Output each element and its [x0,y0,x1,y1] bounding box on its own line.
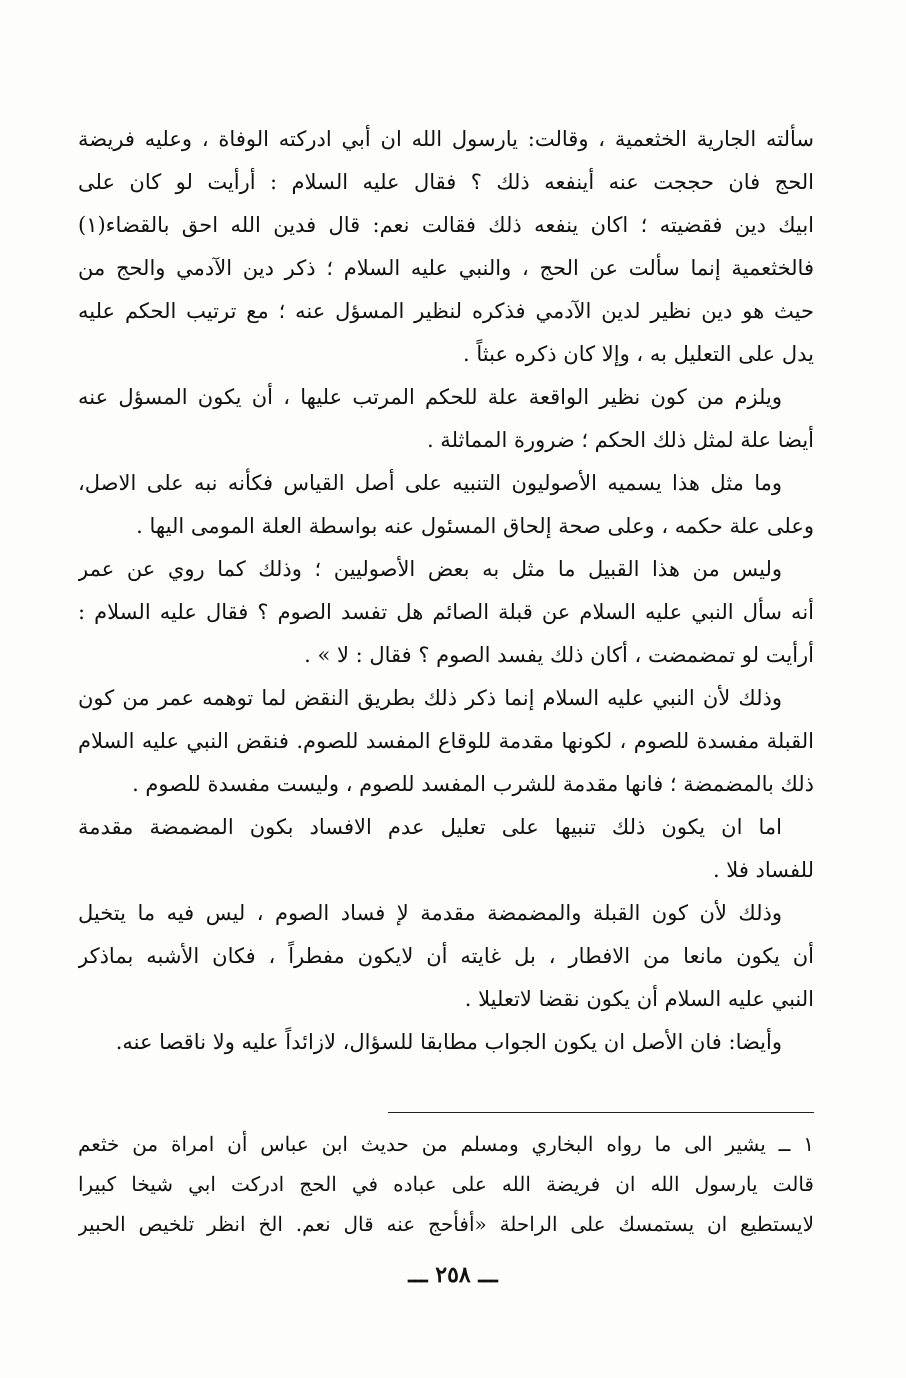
text-line: أرأيت لو تمضمضت ، أكان ذلك يفسد الصوم ؟ فقال : لا » . [304,643,814,667]
footnote-line: ١ ــ يشير الى ما رواه البخاري ومسلم من حديث ابن عباس أن امراة من خثعم [78,1132,814,1156]
text-line: يدل على التعليل به ، وإلا كان ذكره عبثاً . [463,342,814,366]
text-line: للفساد فلا . [712,858,814,882]
footnote-line: قالت يارسول الله ان فريضة الله على عباده في الحج ادركت ابي شيخا كبيرا [78,1172,814,1196]
text-line: وما مثل هذا يسميه الأصوليون التنبيه على أصل القياس فكأنه نبه على الاصل، [78,471,782,495]
footnote-divider [388,1112,814,1113]
text-line: ويلزم من كون نظير الواقعة علة للحكم المرتب عليها ، أن يكون المسؤل عنه [78,385,782,409]
footnote [78,1124,814,1244]
text-line: وذلك لأن كون القبلة والمضمضة مقدمة لإ فساد الصوم ، ليس فيه ما يتخيل [78,901,782,925]
text-line: وعلى علة حكمه ، وعلى صحة إلحاق المسئول عنه بواسطة العلة المومى اليها . [136,514,814,538]
text-line: أيضا علة لمثل ذلك الحكم ؛ ضرورة المماثلة . [426,428,814,452]
text-line: حيث هو دين نظير لدين الآدمي فذكره لنظير المسؤل عنه ؛ مع ترتيب الحكم عليه [78,299,814,323]
text-line: أن يكون مانعا من الافطار ، بل غايته أن لايكون مفطراً ، فكان الأشبه بماذكر [78,944,814,968]
text-line: أنه سأل النبي عليه السلام عن قبلة الصائم هل تفسد الصوم ؟ فقال عليه السلام : [78,600,814,624]
main-text [78,118,814,1064]
text-line: اما ان يكون ذلك تنبيها على تعليل عدم الافساد بكون المضمضة مقدمة [78,815,782,839]
text-line: ذلك بالمضمضة ؛ فانها مقدمة للشرب المفسد للصوم ، وليست مفسدة للصوم . [132,772,814,796]
text-line: ابيك دين فقضيته ؛ اكان ينفعه ذلك فقالت نعم: قال فدين الله احق بالقضاء(١) [78,213,814,237]
text-line: وأيضا: فان الأصل ان يكون الجواب مطابقا للسؤال، لازائداً عليه ولا ناقصا عنه. [115,1030,782,1054]
text-line: الحج فان حججت عنه أينفعه ذلك ؟ فقال عليه السلام : أرأيت لو كان على [78,170,814,194]
text-line: سألته الجارية الخثعمية ، وقالت: يارسول الله ان أبي ادركته الوفاة ، وعليه فريضة [78,127,814,151]
page-number: ـــ ٢٥٨ ـــ [408,1262,498,1288]
text-line: فالخثعمية إنما سألت عن الحج ، والنبي عليه السلام ؛ ذكر دين الآدمي والحج من [78,256,814,280]
footnote-line: لايستطيع ان يستمسك على الراحلة «أفأحج عنه قال نعم. الخ انظر تلخيص الحبير [78,1212,814,1236]
text-line: القبلة مفسدة للصوم ، لكونها مقدمة للوقاع المفسد للصوم. فنقض النبي عليه السلام [78,729,814,753]
text-line: وليس من هذا القبيل ما مثل به بعض الأصوليين ؛ وذلك كما روي عن عمر [78,557,782,581]
text-line: النبي عليه السلام أن يكون نقضا لاتعليلا . [464,987,814,1011]
text-line: وذلك لأن النبي عليه السلام إنما ذكر ذلك بطريق النقض لما توهمه عمر من كون [78,686,782,710]
